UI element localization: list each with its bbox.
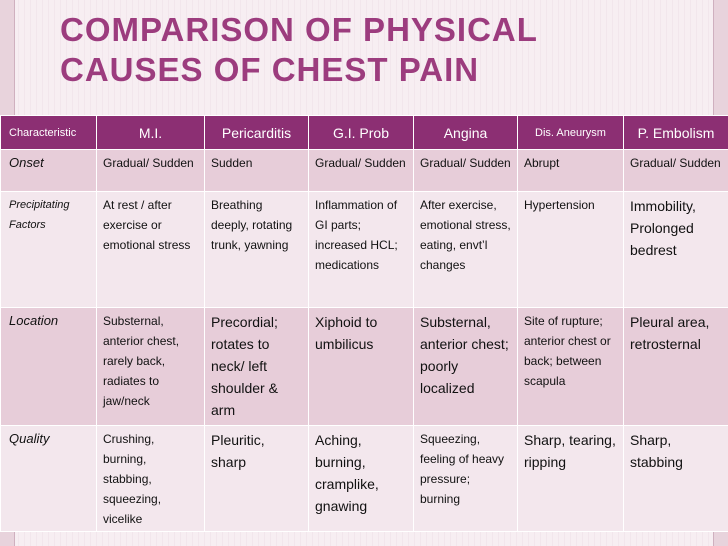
table-row-onset xyxy=(1,150,728,192)
table-row-quality xyxy=(1,426,728,532)
table-cell: Xiphoid to umbilicus xyxy=(309,308,414,426)
table-cell: Pleural area, retrosternal xyxy=(624,308,728,426)
comparison-table xyxy=(0,115,728,532)
table-cell: Squeezing, feeling of heavy pressure; burning xyxy=(414,426,518,532)
table-cell: Gradual/ Sudden xyxy=(97,150,205,192)
table-cell: Sharp, tearing, ripping xyxy=(518,426,624,532)
column-header-angina: Angina xyxy=(414,116,518,150)
table-cell: Sharp, stabbing xyxy=(624,426,728,532)
column-header-dis-aneurysm: Dis. Aneurysm xyxy=(518,116,624,150)
column-header-p-embolism: P. Embolism xyxy=(624,116,728,150)
table-cell: At rest / after exercise or emotional stress xyxy=(97,192,205,308)
table-cell: Aching, burning, cramplike, gnawing xyxy=(309,426,414,532)
slide-title xyxy=(60,10,700,90)
table-row-location xyxy=(1,308,728,426)
column-header-gi-prob: G.I. Prob xyxy=(309,116,414,150)
table-header-row xyxy=(1,116,728,150)
table-cell: After exercise, emotional stress, eating, envt’l changes xyxy=(414,192,518,308)
table-cell: Gradual/ Sudden xyxy=(414,150,518,192)
row-label-location: Location xyxy=(1,308,97,426)
column-header-characteristic: Characteristic xyxy=(1,116,97,150)
table-cell: Crushing, burning, stabbing, squeezing, vicelike xyxy=(97,426,205,532)
table-cell: Pleuritic, sharp xyxy=(205,426,309,532)
table-cell: Site of rupture; anterior chest or back; between scapula xyxy=(518,308,624,426)
table-cell: Immobility, Prolonged bedrest xyxy=(624,192,728,308)
table-cell: Substernal, anterior chest; poorly localized xyxy=(414,308,518,426)
row-label-precipitating-factors: Precipitating Factors xyxy=(1,192,97,308)
table-cell: Gradual/ Sudden xyxy=(624,150,728,192)
table-cell: Abrupt xyxy=(518,150,624,192)
table-cell: Precordial; rotates to neck/ left shoulder & arm xyxy=(205,308,309,426)
row-label-quality: Quality xyxy=(1,426,97,532)
table-row-precipitating-factors xyxy=(1,192,728,308)
title-line-2: CAUSES OF CHEST PAIN xyxy=(60,51,480,88)
table-cell: Sudden xyxy=(205,150,309,192)
table-cell: Hypertension xyxy=(518,192,624,308)
table-cell: Inflammation of GI parts; increased HCL; medications xyxy=(309,192,414,308)
table-cell: Gradual/ Sudden xyxy=(309,150,414,192)
row-label-onset: Onset xyxy=(1,150,97,192)
title-line-1: COMPARISON OF PHYSICAL xyxy=(60,11,538,48)
column-header-pericarditis: Pericarditis xyxy=(205,116,309,150)
table-cell: Substernal, anterior chest, rarely back, radiates to jaw/neck xyxy=(97,308,205,426)
column-header-mi: M.I. xyxy=(97,116,205,150)
table-cell: Breathing deeply, rotating trunk, yawning xyxy=(205,192,309,308)
